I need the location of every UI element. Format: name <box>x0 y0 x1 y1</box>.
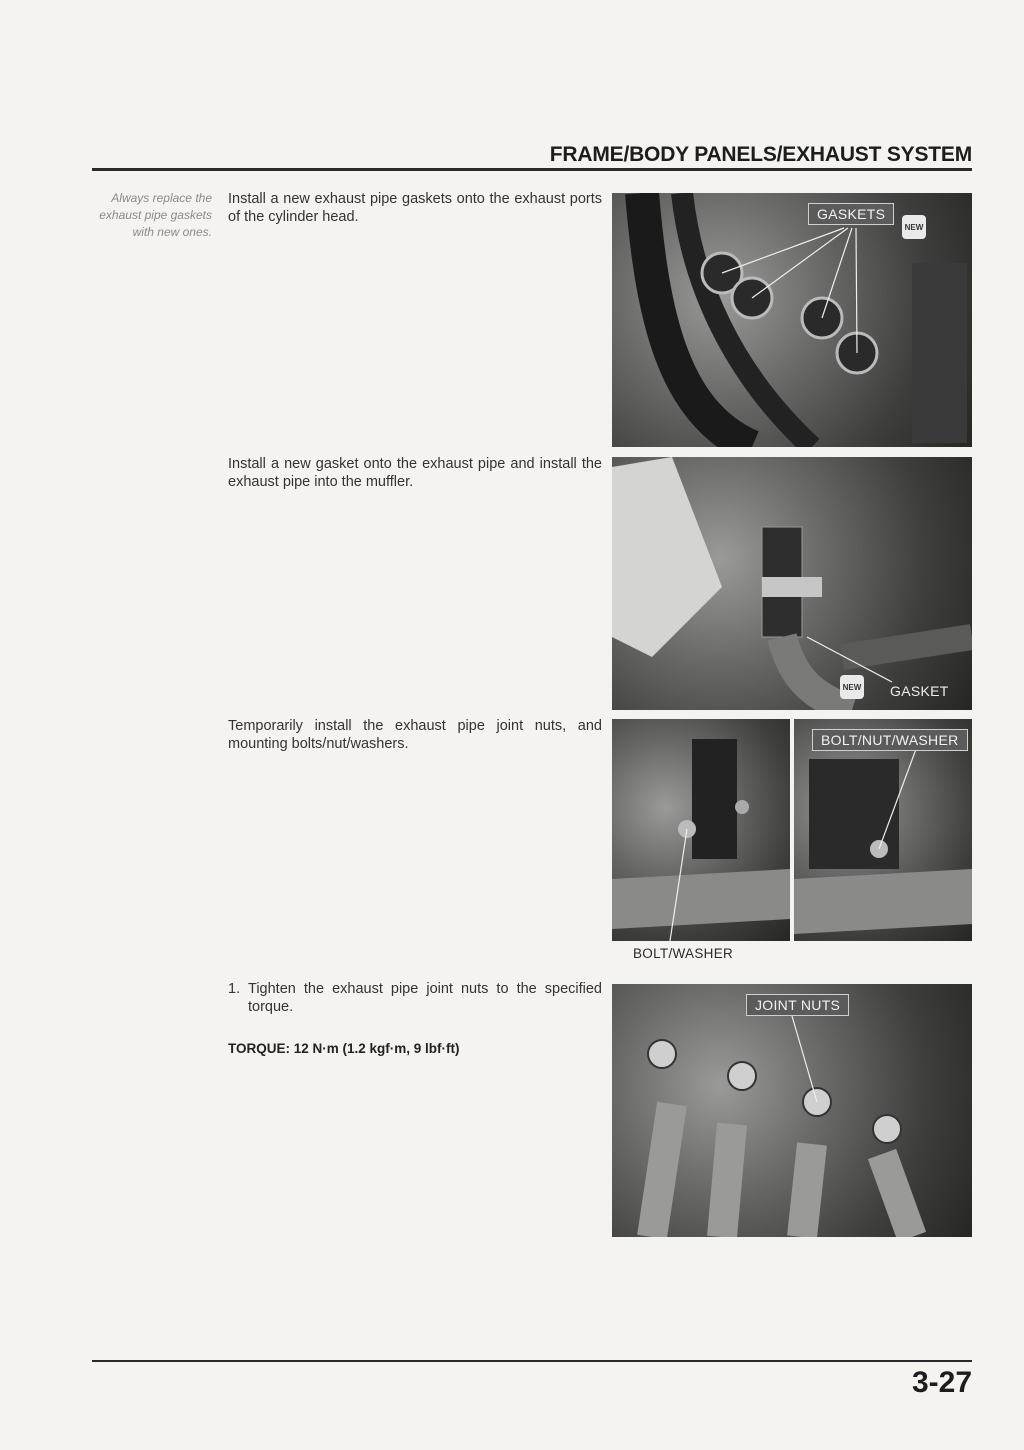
step-4-text: Tighten the exhaust pipe joint nuts to the specified torque. <box>248 981 602 1015</box>
figure-joint-nuts-photo <box>612 984 972 1237</box>
figure-gaskets-photo <box>612 193 972 447</box>
figure-bolt-washer-photo-right <box>794 719 972 941</box>
figure-gasket-photo <box>612 457 972 710</box>
step-3-text: Temporarily install the exhaust pipe joint nuts, and mounting bolts/nut/washers. <box>228 718 602 752</box>
page-title: FRAME/BODY PANELS/EXHAUST SYSTEM <box>549 143 972 166</box>
footer-rule <box>92 1360 972 1362</box>
figure-bolt-washer-photo-left <box>612 719 790 941</box>
mount-bracket-illustration <box>612 719 790 941</box>
new-part-icon: NEW <box>840 675 864 699</box>
step-2-text: Install a new gasket onto the exhaust pipe and install the exhaust pipe into the muffler. <box>228 456 602 490</box>
torque-spec: TORQUE: 12 N·m (1.2 kgf·m, 9 lbf·ft) <box>228 1041 460 1056</box>
header-rule <box>92 168 972 171</box>
step-4-number: 1. <box>228 981 241 997</box>
side-note: Always replace the exhaust pipe gaskets with new ones. <box>99 191 212 239</box>
gasket-callout: GASKET <box>890 683 949 699</box>
bolt-nut-washer-callout: BOLT/NUT/WASHER <box>812 729 968 751</box>
step-4 <box>228 980 602 1016</box>
page-number: 3-27 <box>911 1366 972 1399</box>
new-part-icon: NEW <box>902 215 926 239</box>
bolt-washer-caption: BOLT/WASHER <box>633 946 734 961</box>
joint-nuts-callout: JOINT NUTS <box>746 994 849 1016</box>
step-1-text: Install a new exhaust pipe gaskets onto the exhaust ports of the cylinder head. <box>228 191 602 225</box>
exhaust-joint-nuts-illustration <box>612 984 972 1237</box>
mount-bracket-illustration <box>794 719 972 941</box>
muffler-joint-illustration <box>612 457 972 710</box>
gaskets-callout: GASKETS <box>808 203 894 225</box>
